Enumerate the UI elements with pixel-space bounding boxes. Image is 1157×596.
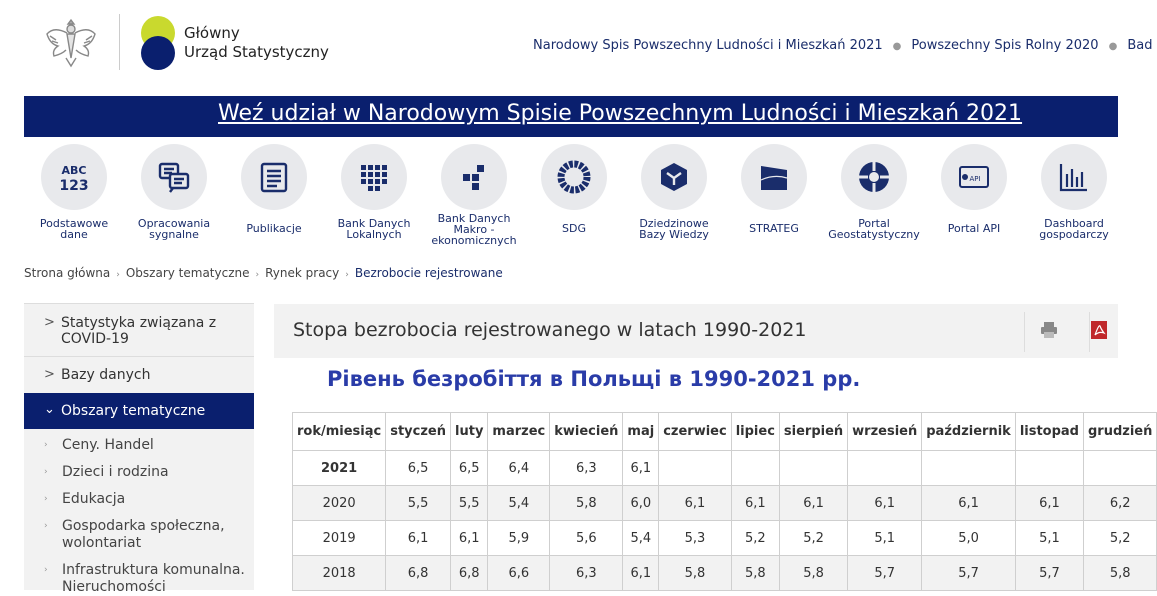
top-links	[533, 38, 1152, 53]
knowledge-base-icon	[657, 160, 691, 194]
gus-logo-icon[interactable]	[139, 16, 177, 70]
top-link-bad[interactable]: Bad	[1127, 38, 1153, 53]
table-cell	[659, 451, 732, 486]
strateg-icon	[757, 160, 791, 194]
bullet-icon: ›	[44, 565, 48, 575]
breadcrumb-chevron-icon: ›	[345, 270, 349, 280]
tile-label: Bank Danych Lokalnych	[337, 217, 411, 241]
table-cell	[731, 451, 779, 486]
table-cell: 5,4	[623, 521, 659, 556]
table-cell: 6,1	[386, 521, 451, 556]
table-cell: 5,8	[1084, 556, 1157, 591]
table-cell: 5,8	[779, 556, 847, 591]
tile-label: Opracowania sygnalne	[137, 217, 211, 241]
tile-sdg[interactable]	[524, 144, 624, 234]
table-cell: 6,2	[1084, 486, 1157, 521]
svg-text:API: API	[969, 175, 981, 183]
tile-opracowania-sygnalne[interactable]	[124, 144, 224, 240]
table-cell: 6,5	[386, 451, 451, 486]
table-cell: 6,3	[550, 556, 623, 591]
chevron-down-icon: ⌄	[44, 402, 55, 417]
table-cell: 5,1	[1015, 521, 1083, 556]
table-cell	[1084, 451, 1157, 486]
table-cell: 5,3	[659, 521, 732, 556]
tile-portal-geostatystyczny[interactable]	[824, 144, 924, 240]
table-row	[293, 486, 1157, 521]
column-header: grudzień	[1084, 413, 1157, 451]
table-cell: 6,5	[451, 451, 488, 486]
geostat-portal-icon	[856, 159, 892, 195]
column-header: czerwiec	[659, 413, 732, 451]
table-row	[293, 556, 1157, 591]
table-cell: 5,5	[451, 486, 488, 521]
table-cell: 6,1	[659, 486, 732, 521]
tile-label: Bank Danych Makro - ekonomicznych	[431, 212, 517, 247]
table-cell-year: 2020	[293, 486, 386, 521]
breadcrumb-chevron-icon: ›	[255, 270, 260, 280]
svg-text:123: 123	[59, 178, 89, 194]
tile-bank-danych-makro[interactable]	[424, 144, 524, 246]
table-cell: 5,8	[731, 556, 779, 591]
column-header: kwiecień	[550, 413, 623, 451]
table-cell: 5,5	[386, 486, 451, 521]
tile-label: Publikacje	[246, 222, 302, 235]
breadcrumb-rynek-pracy[interactable]: Rynek pracy	[265, 266, 340, 280]
pdf-icon[interactable]	[1090, 320, 1108, 340]
local-data-bank-icon	[357, 160, 391, 194]
tile-circle	[541, 144, 607, 210]
table-cell: 5,7	[848, 556, 922, 591]
chevron-right-icon: >	[44, 367, 55, 382]
sidebar-item-label: Obszary tematyczne	[61, 403, 206, 419]
tile-portal-api[interactable]	[924, 144, 1024, 234]
tile-label: Portal API	[947, 222, 1001, 235]
tile-dashboard-gospodarczy[interactable]	[1024, 144, 1124, 240]
sidebar-item-label: Statystyka związana z COVID-19	[61, 315, 217, 347]
tile-label: SDG	[562, 222, 586, 235]
tile-circle	[141, 144, 207, 210]
table-cell: 6,1	[623, 556, 659, 591]
table-cell: 5,9	[488, 521, 550, 556]
ukrainian-caption: Рівень безробіття в Польщі в 1990-2021 рр.	[327, 367, 861, 391]
column-header: luty	[451, 413, 488, 451]
table-cell-year: 2018	[293, 556, 386, 591]
tile-publikacje[interactable]	[224, 144, 324, 234]
breadcrumb	[24, 266, 503, 280]
table-cell	[848, 451, 922, 486]
content-header	[274, 304, 1118, 358]
link-separator: ●	[892, 41, 902, 52]
bullet-icon: ›	[44, 521, 48, 531]
tile-strateg[interactable]	[724, 144, 824, 234]
column-header: wrzesień	[848, 413, 922, 451]
census-banner	[24, 96, 1118, 137]
sidebar: > Statystyka związana z COVID-19 > Bazy danych ⌄ Obszary tematyczne › Ceny. Handel › Dzieci i rodzina › Edukacja › Gospodarka społeczna, wolontariat › Infrastruktura komunalna. Nieruchomości	[24, 303, 254, 590]
gus-name-line2: Urząd Statystyczny	[184, 43, 329, 61]
column-header: sierpień	[779, 413, 847, 451]
table-cell	[779, 451, 847, 486]
bullet-icon: ›	[44, 440, 48, 450]
column-header: lipiec	[731, 413, 779, 451]
column-header: listopad	[1015, 413, 1083, 451]
table-cell: 6,1	[848, 486, 922, 521]
tile-circle	[841, 144, 907, 210]
table-cell: 5,2	[731, 521, 779, 556]
table-cell: 6,1	[1015, 486, 1083, 521]
breadcrumb-current: Bezrobocie rejestrowane	[354, 266, 503, 280]
chevron-right-icon: >	[44, 315, 55, 330]
tile-label: Portal Geostatystyczny	[828, 217, 920, 241]
tile-label: STRATEG	[749, 222, 799, 235]
page-title: Stopa bezrobocia rejestrowanego w latach 1990-2021	[293, 319, 807, 341]
logo-divider	[119, 14, 120, 70]
table-cell: 5,1	[848, 521, 922, 556]
table-cell: 6,4	[488, 451, 550, 486]
dashboard-icon	[1057, 160, 1091, 194]
tile-circle	[241, 144, 307, 210]
table-row	[293, 451, 1157, 486]
table-cell: 5,8	[659, 556, 732, 591]
unemployment-table	[292, 412, 1157, 591]
table-header-row	[293, 413, 1157, 451]
bullet-icon: ›	[44, 467, 48, 477]
tile-label: Podstawowe dane	[39, 217, 109, 241]
table-cell: 5,4	[488, 486, 550, 521]
table-cell: 6,8	[451, 556, 488, 591]
tile-label: Dashboard gospodarczy	[1039, 217, 1109, 241]
breadcrumb-obszary[interactable]: Obszary tematyczne	[125, 266, 250, 280]
breadcrumb-chevron-icon: ›	[116, 270, 120, 280]
bullet-icon: ›	[44, 494, 48, 504]
table-cell: 6,8	[386, 556, 451, 591]
tile-circle	[1041, 144, 1107, 210]
sdg-icon	[556, 159, 592, 195]
column-header: maj	[623, 413, 659, 451]
tile-podstawowe-dane[interactable]	[24, 144, 124, 240]
tile-circle	[741, 144, 807, 210]
sidebar-item-obszary-tematyczne[interactable]	[24, 393, 254, 429]
api-portal-icon	[956, 160, 992, 194]
table-cell: 5,8	[550, 486, 623, 521]
table-cell: 6,1	[922, 486, 1016, 521]
tile-circle	[441, 144, 507, 210]
macro-data-bank-icon	[457, 160, 491, 194]
table-cell: 5,7	[1015, 556, 1083, 591]
sidebar-item-label: Bazy danych	[61, 367, 151, 383]
table-cell: 5,2	[1084, 521, 1157, 556]
column-header: rok/miesiąc	[293, 413, 386, 451]
table-cell: 6,1	[779, 486, 847, 521]
census-banner-link[interactable]: Weź udział w Narodowym Spisie Powszechnym Ludności i Mieszkań 2021	[218, 101, 1023, 126]
publications-icon	[257, 160, 291, 194]
table-cell: 6,1	[451, 521, 488, 556]
table-cell: 6,6	[488, 556, 550, 591]
table-cell: 6,0	[623, 486, 659, 521]
svg-text:ABC: ABC	[61, 164, 87, 177]
link-separator: ●	[1108, 41, 1118, 52]
sidebar-item-bazy-danych[interactable]	[24, 356, 254, 393]
tile-dziedzinowe-bazy[interactable]	[624, 144, 724, 240]
table-cell-year: 2019	[293, 521, 386, 556]
tile-bank-danych-lokalnych[interactable]	[324, 144, 424, 240]
table-cell: 5,2	[779, 521, 847, 556]
table-cell: 5,0	[922, 521, 1016, 556]
gus-name[interactable]	[184, 24, 329, 62]
table-cell: 6,1	[623, 451, 659, 486]
table-cell	[1015, 451, 1083, 486]
column-header: marzec	[488, 413, 550, 451]
tile-circle	[641, 144, 707, 210]
gus-name-line1: Główny	[184, 24, 240, 42]
table-cell: 6,3	[550, 451, 623, 486]
table-cell: 5,7	[922, 556, 1016, 591]
table-cell: 5,6	[550, 521, 623, 556]
tile-circle	[941, 144, 1007, 210]
column-header: październik	[922, 413, 1016, 451]
abc-123-icon	[54, 160, 94, 194]
polish-eagle-emblem-icon[interactable]	[44, 14, 98, 70]
site-header	[0, 0, 1153, 90]
divider	[1024, 312, 1025, 352]
column-header: styczeń	[386, 413, 451, 451]
breadcrumb-home[interactable]: Strona główna	[24, 266, 111, 280]
top-link-psr-2020[interactable]: Powszechny Spis Rolny 2020	[911, 38, 1099, 53]
tile-circle	[341, 144, 407, 210]
table-cell: 6,1	[731, 486, 779, 521]
table-cell-year: 2021	[293, 451, 386, 486]
table-row	[293, 521, 1157, 556]
table-cell	[922, 451, 1016, 486]
signal-reports-icon	[157, 160, 191, 194]
print-icon[interactable]	[1040, 321, 1058, 339]
sidebar-item-covid[interactable]	[24, 303, 254, 356]
tile-label: Dziedzinowe Bazy Wiedzy	[639, 217, 709, 241]
top-link-nsp-2021[interactable]: Narodowy Spis Powszechny Ludności i Mieszkań 2021	[533, 38, 883, 53]
tile-circle	[41, 144, 107, 210]
